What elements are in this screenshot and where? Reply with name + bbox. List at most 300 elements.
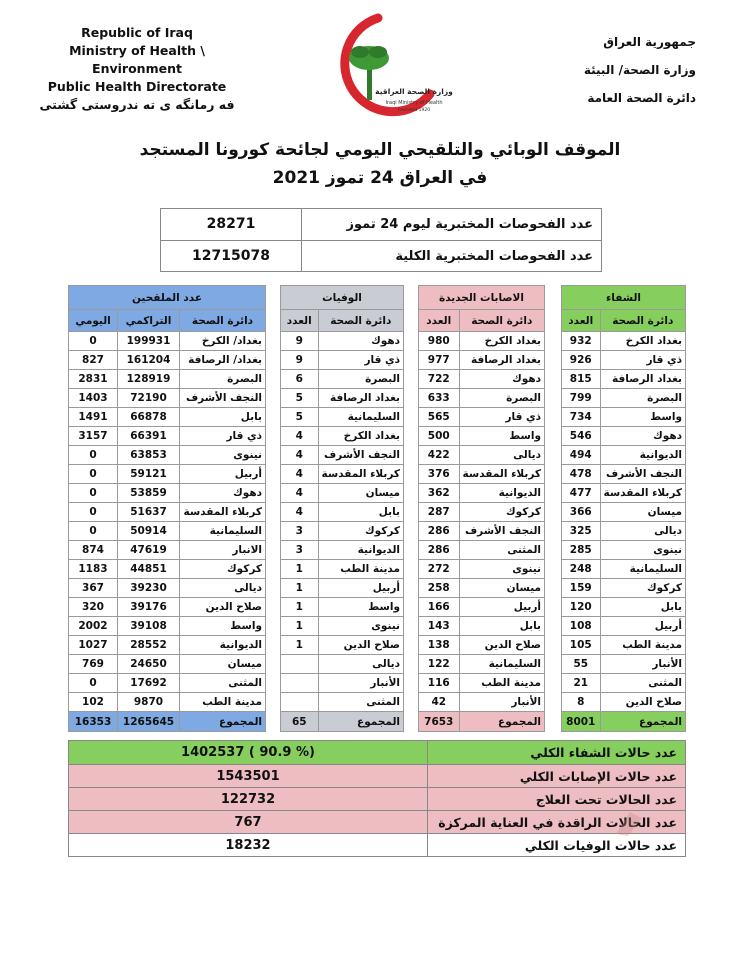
cell-dept: أربيل: [180, 465, 266, 484]
cell-dept: البصرة: [459, 389, 544, 408]
cell-dept: كركوك: [459, 503, 544, 522]
cell-count: 977: [419, 351, 460, 370]
cell-dept: الأنبار: [600, 655, 685, 674]
cell-count: 1: [281, 617, 319, 636]
total-label: المجموع: [318, 712, 403, 732]
table-row: [281, 351, 404, 370]
table-row: [419, 332, 545, 351]
col-header-count: العدد: [562, 310, 601, 332]
table-row: [69, 465, 266, 484]
cell-dept: بابل: [318, 503, 403, 522]
cell-count: 116: [419, 674, 460, 693]
cell-daily: 874: [69, 541, 118, 560]
cell-count: 258: [419, 579, 460, 598]
cell-count: 4: [281, 503, 319, 522]
title-line-1: الموقف الوبائي والتلقيحي اليومي لجائحة كورونا المستجد: [139, 140, 621, 160]
table-row: [281, 693, 404, 712]
col-header-count: العدد: [419, 310, 460, 332]
cell-dept: ميسان: [459, 579, 544, 598]
cell-count: 159: [562, 579, 601, 598]
header-right-line: جمهورية العراق: [603, 35, 696, 49]
cell-count: 932: [562, 332, 601, 351]
cell-dept: النجف الأشرف: [459, 522, 544, 541]
table-row: [281, 465, 404, 484]
table-row: [69, 389, 266, 408]
cell-count: 122: [419, 655, 460, 674]
cell-dept: البصرة: [318, 370, 403, 389]
header-arabic-block: [546, 28, 696, 112]
cell-dept: بغداد/ الرصافة: [180, 351, 266, 370]
cell-dept: كركوك: [318, 522, 403, 541]
lab-row-daily: [161, 209, 601, 240]
cell-daily: 0: [69, 446, 118, 465]
header-right-line: وزارة الصحة/ البيئة: [583, 63, 696, 77]
table-row: [562, 408, 686, 427]
table-row: [562, 693, 686, 712]
cell-count: 926: [562, 351, 601, 370]
table-row: [419, 408, 545, 427]
summary-row: [69, 833, 685, 856]
cell-count: 799: [562, 389, 601, 408]
cell-dept: كركوك: [180, 560, 266, 579]
header-left-line: Public Health Directorate: [47, 79, 227, 94]
summary-label: عدد حالات الوفيات الكلي: [427, 834, 685, 856]
cell-count: 9: [281, 332, 319, 351]
table-row: [562, 617, 686, 636]
cell-count: 5: [281, 408, 319, 427]
cell-dept: السليمانية: [180, 522, 266, 541]
cases-total: 7653: [419, 712, 460, 732]
cell-count: 1: [281, 579, 319, 598]
cell-count: 5: [281, 389, 319, 408]
table-row: [419, 579, 545, 598]
cell-count: 494: [562, 446, 601, 465]
total-label: المجموع: [459, 712, 544, 732]
table-row: [419, 617, 545, 636]
cell-dept: واسط: [459, 427, 544, 446]
cell-dept: بابل: [180, 408, 266, 427]
cell-dept: صلاح الدين: [318, 636, 403, 655]
total-label: المجموع: [180, 712, 266, 732]
table-row: [69, 503, 266, 522]
cell-daily: 0: [69, 484, 118, 503]
cell-daily: 0: [69, 465, 118, 484]
cell-count: 565: [419, 408, 460, 427]
summary-label: عدد حالات الإصابات الكلي: [427, 765, 685, 787]
table-row: [281, 389, 404, 408]
cell-count: 1: [281, 636, 319, 655]
table-row: [419, 674, 545, 693]
cell-dept: واسط: [180, 617, 266, 636]
cell-count: 980: [419, 332, 460, 351]
cell-daily: 0: [69, 332, 118, 351]
title-line-2: في العراق 24 تموز 2021: [272, 168, 488, 188]
lab-row-total: [161, 240, 601, 271]
table-row: [69, 674, 266, 693]
table-row: [69, 636, 266, 655]
cell-dept: الديوانية: [600, 446, 685, 465]
cell-dept: بابل: [459, 617, 544, 636]
cell-dept: أربيل: [459, 598, 544, 617]
summary-row: [69, 810, 685, 833]
cell-count: 376: [419, 465, 460, 484]
cell-count: 66391: [118, 427, 180, 446]
summary-label: عدد حالات الشفاء الكلي: [427, 741, 685, 764]
cell-count: 120: [562, 598, 601, 617]
cell-dept: كربلاء المقدسة: [459, 465, 544, 484]
summary-value: 1543501: [216, 769, 280, 784]
cell-count: [281, 655, 319, 674]
table-row: [419, 541, 545, 560]
cell-daily: 1183: [69, 560, 118, 579]
col-header-cumulative: التراكمي: [118, 310, 180, 332]
table-row: [281, 332, 404, 351]
cases-title: الاصابات الجديدة: [419, 286, 545, 310]
cell-daily: 102: [69, 693, 118, 712]
table-row: [419, 446, 545, 465]
cell-dept: كربلاء المقدسة: [600, 484, 685, 503]
cell-dept: بغداد الرصافة: [459, 351, 544, 370]
table-row: [562, 655, 686, 674]
cell-count: 72190: [118, 389, 180, 408]
table-row: [281, 636, 404, 655]
cell-dept: الديوانية: [459, 484, 544, 503]
cell-dept: ديالى: [600, 522, 685, 541]
cell-count: 199931: [118, 332, 180, 351]
table-row: [562, 541, 686, 560]
table-row: [419, 560, 545, 579]
cell-count: 4: [281, 427, 319, 446]
cell-count: 47619: [118, 541, 180, 560]
cell-daily: 2002: [69, 617, 118, 636]
cell-dept: ميسان: [600, 503, 685, 522]
cell-count: 44851: [118, 560, 180, 579]
cell-dept: مدينة الطب: [600, 636, 685, 655]
cell-count: 633: [419, 389, 460, 408]
logo-text: وزارة الصحة العراقية: [375, 87, 453, 96]
lab-tests-box: [160, 208, 602, 272]
cell-dept: بغداد الرصافة: [600, 370, 685, 389]
table-row: [281, 446, 404, 465]
cell-dept: أربيل: [600, 617, 685, 636]
cell-dept: ديالى: [318, 655, 403, 674]
cell-count: 477: [562, 484, 601, 503]
vaccinated-total-cumulative: 1265645: [118, 712, 180, 732]
cell-dept: بغداد الكرخ: [459, 332, 544, 351]
table-row: [281, 408, 404, 427]
table-row: [562, 579, 686, 598]
recovery-title: الشفاء: [562, 286, 686, 310]
cell-count: 285: [562, 541, 601, 560]
table-row: [281, 370, 404, 389]
table-row: [281, 541, 404, 560]
table-row: [281, 655, 404, 674]
cell-count: 63853: [118, 446, 180, 465]
cell-dept: دهوك: [459, 370, 544, 389]
header-left-line: فه رمانگه ی ته ندروستی گشتی: [39, 97, 235, 112]
cell-dept: واسط: [600, 408, 685, 427]
cell-dept: بغداد/ الكرخ: [180, 332, 266, 351]
cell-dept: النجف الأشرف: [600, 465, 685, 484]
cell-dept: نينوى: [318, 617, 403, 636]
summary-value: 18232: [225, 838, 271, 853]
table-row: [281, 674, 404, 693]
table-row: [419, 693, 545, 712]
table-row: [419, 351, 545, 370]
cell-dept: واسط: [318, 598, 403, 617]
cell-dept: بغداد الرصافة: [318, 389, 403, 408]
cell-dept: الانبار: [180, 541, 266, 560]
cell-count: 422: [419, 446, 460, 465]
table-row: [419, 522, 545, 541]
cell-count: 500: [419, 427, 460, 446]
table-row: [281, 617, 404, 636]
cell-count: 9: [281, 351, 319, 370]
cell-dept: أربيل: [318, 579, 403, 598]
vaccinated-title: عدد الملقحين: [69, 286, 266, 310]
cell-count: 21: [562, 674, 601, 693]
cell-dept: نينوى: [459, 560, 544, 579]
table-row: [562, 332, 686, 351]
table-row: [562, 674, 686, 693]
cell-dept: ميسان: [318, 484, 403, 503]
cell-dept: دهوك: [318, 332, 403, 351]
table-row: [69, 408, 266, 427]
table-row: [419, 370, 545, 389]
table-row: [281, 598, 404, 617]
total-label: المجموع: [600, 712, 685, 732]
table-row: [419, 465, 545, 484]
cell-dept: بغداد الكرخ: [600, 332, 685, 351]
table-row: [69, 370, 266, 389]
table-row: [562, 522, 686, 541]
vaccinated-total-daily: 16353: [69, 712, 118, 732]
lab-value: 28271: [206, 216, 256, 232]
table-row: [69, 427, 266, 446]
cell-dept: مدينة الطب: [180, 693, 266, 712]
cell-dept: صلاح الدين: [180, 598, 266, 617]
cell-daily: 0: [69, 522, 118, 541]
cell-count: [281, 674, 319, 693]
cell-dept: نينوى: [600, 541, 685, 560]
cell-dept: بغداد الكرخ: [318, 427, 403, 446]
cell-count: 3: [281, 541, 319, 560]
table-row: [419, 484, 545, 503]
cell-count: 734: [562, 408, 601, 427]
logo-year: Founded 1920: [397, 108, 431, 113]
table-row: [69, 351, 266, 370]
table-row: [562, 465, 686, 484]
cell-count: 53859: [118, 484, 180, 503]
cell-dept: المثنى: [318, 693, 403, 712]
col-header-daily: اليومي: [69, 310, 118, 332]
vaccinated-table: [68, 285, 266, 732]
cell-dept: المثنى: [180, 674, 266, 693]
summary-label: عدد الحالات تحت العلاج: [427, 788, 685, 810]
cell-count: 1: [281, 560, 319, 579]
cell-dept: ديالى: [180, 579, 266, 598]
cell-count: 272: [419, 560, 460, 579]
table-row: [69, 579, 266, 598]
table-row: [562, 427, 686, 446]
table-row: [69, 522, 266, 541]
cell-dept: ذي قار: [180, 427, 266, 446]
cell-count: 42: [419, 693, 460, 712]
cell-daily: 2831: [69, 370, 118, 389]
cell-dept: بابل: [600, 598, 685, 617]
cell-count: 24650: [118, 655, 180, 674]
table-row: [69, 598, 266, 617]
table-row: [419, 389, 545, 408]
table-row: [562, 503, 686, 522]
table-row: [562, 351, 686, 370]
logo-sub: Iraqi Ministry of Health: [385, 100, 443, 106]
cell-dept: ميسان: [180, 655, 266, 674]
table-row: [562, 598, 686, 617]
summary-value: 767: [234, 815, 262, 830]
cell-daily: 0: [69, 674, 118, 693]
cell-dept: السليمانية: [600, 560, 685, 579]
cell-count: 39230: [118, 579, 180, 598]
cell-count: 50914: [118, 522, 180, 541]
cell-count: 286: [419, 522, 460, 541]
cell-dept: المثنى: [459, 541, 544, 560]
cell-daily: 1491: [69, 408, 118, 427]
table-row: [69, 484, 266, 503]
cell-dept: كركوك: [600, 579, 685, 598]
cell-count: 66878: [118, 408, 180, 427]
cell-count: 287: [419, 503, 460, 522]
cell-dept: البصرة: [600, 389, 685, 408]
cell-count: 39176: [118, 598, 180, 617]
cell-dept: ذي قار: [600, 351, 685, 370]
cell-count: 17692: [118, 674, 180, 693]
table-row: [69, 560, 266, 579]
summary-box: [68, 740, 686, 857]
watermark-mark: [612, 808, 646, 838]
cell-dept: كربلاء المقدسة: [318, 465, 403, 484]
cell-count: 4: [281, 446, 319, 465]
summary-value: 1402537 ( 90.9 %): [181, 745, 315, 760]
recovery-total: 8001: [562, 712, 601, 732]
table-row: [419, 427, 545, 446]
summary-row: [69, 764, 685, 787]
cell-count: 108: [562, 617, 601, 636]
cell-count: 478: [562, 465, 601, 484]
cell-count: 161204: [118, 351, 180, 370]
cell-count: 3: [281, 522, 319, 541]
cell-count: 51637: [118, 503, 180, 522]
table-row: [419, 503, 545, 522]
cases-total-row: [419, 712, 545, 732]
cell-count: 9870: [118, 693, 180, 712]
ministry-logo: [318, 10, 458, 124]
cell-count: 1: [281, 598, 319, 617]
cell-daily: 769: [69, 655, 118, 674]
cell-dept: الديوانية: [180, 636, 266, 655]
cell-dept: المثنى: [600, 674, 685, 693]
cell-count: 366: [562, 503, 601, 522]
cell-dept: البصرة: [180, 370, 266, 389]
table-row: [281, 427, 404, 446]
cell-dept: السليمانية: [459, 655, 544, 674]
header-english-block: [22, 24, 252, 114]
cell-dept: ذي قار: [318, 351, 403, 370]
cell-count: 286: [419, 541, 460, 560]
cell-daily: 0: [69, 503, 118, 522]
table-row: [69, 446, 266, 465]
table-row: [562, 636, 686, 655]
table-row: [69, 617, 266, 636]
cell-count: 128919: [118, 370, 180, 389]
cell-count: 362: [419, 484, 460, 503]
cell-count: 166: [419, 598, 460, 617]
cell-dept: نينوى: [180, 446, 266, 465]
col-header-dept: دائرة الصحة: [600, 310, 685, 332]
cell-dept: الأنبار: [318, 674, 403, 693]
cell-count: [281, 693, 319, 712]
cell-count: 39108: [118, 617, 180, 636]
table-row: [281, 522, 404, 541]
table-row: [281, 503, 404, 522]
cell-count: 28552: [118, 636, 180, 655]
deaths-total-row: [281, 712, 404, 732]
cell-dept: كربلاء المقدسة: [180, 503, 266, 522]
table-row: [419, 636, 545, 655]
col-header-count: العدد: [281, 310, 319, 332]
table-row: [69, 332, 266, 351]
summary-value: 122732: [220, 792, 276, 807]
col-header-dept: دائرة الصحة: [180, 310, 266, 332]
lab-label: عدد الفحوصات المختبرية الكلية: [301, 241, 601, 271]
cell-count: 59121: [118, 465, 180, 484]
cell-dept: مدينة الطب: [459, 674, 544, 693]
cell-count: 722: [419, 370, 460, 389]
cell-count: 248: [562, 560, 601, 579]
cell-daily: 1027: [69, 636, 118, 655]
summary-row: [69, 741, 685, 764]
vaccinated-total-row: [69, 712, 266, 732]
table-row: [69, 541, 266, 560]
table-row: [562, 389, 686, 408]
cell-dept: مدينة الطب: [318, 560, 403, 579]
cases-table: [418, 285, 545, 732]
cell-dept: ديالى: [459, 446, 544, 465]
cell-dept: الديوانية: [318, 541, 403, 560]
cell-dept: دهوك: [180, 484, 266, 503]
header-left-line: Ministry of Health \ Environment: [69, 43, 205, 76]
table-row: [562, 560, 686, 579]
cell-count: 143: [419, 617, 460, 636]
cell-daily: 3157: [69, 427, 118, 446]
cell-count: 105: [562, 636, 601, 655]
cell-daily: 827: [69, 351, 118, 370]
table-row: [562, 446, 686, 465]
deaths-title: الوفيات: [281, 286, 404, 310]
cell-count: 4: [281, 484, 319, 503]
deaths-total: 65: [281, 712, 319, 732]
cell-count: 55: [562, 655, 601, 674]
table-row: [562, 370, 686, 389]
cell-count: 815: [562, 370, 601, 389]
cell-count: 138: [419, 636, 460, 655]
table-row: [419, 598, 545, 617]
cell-count: 546: [562, 427, 601, 446]
cell-count: 8: [562, 693, 601, 712]
cell-dept: صلاح الدين: [600, 693, 685, 712]
table-row: [69, 655, 266, 674]
cell-dept: صلاح الدين: [459, 636, 544, 655]
